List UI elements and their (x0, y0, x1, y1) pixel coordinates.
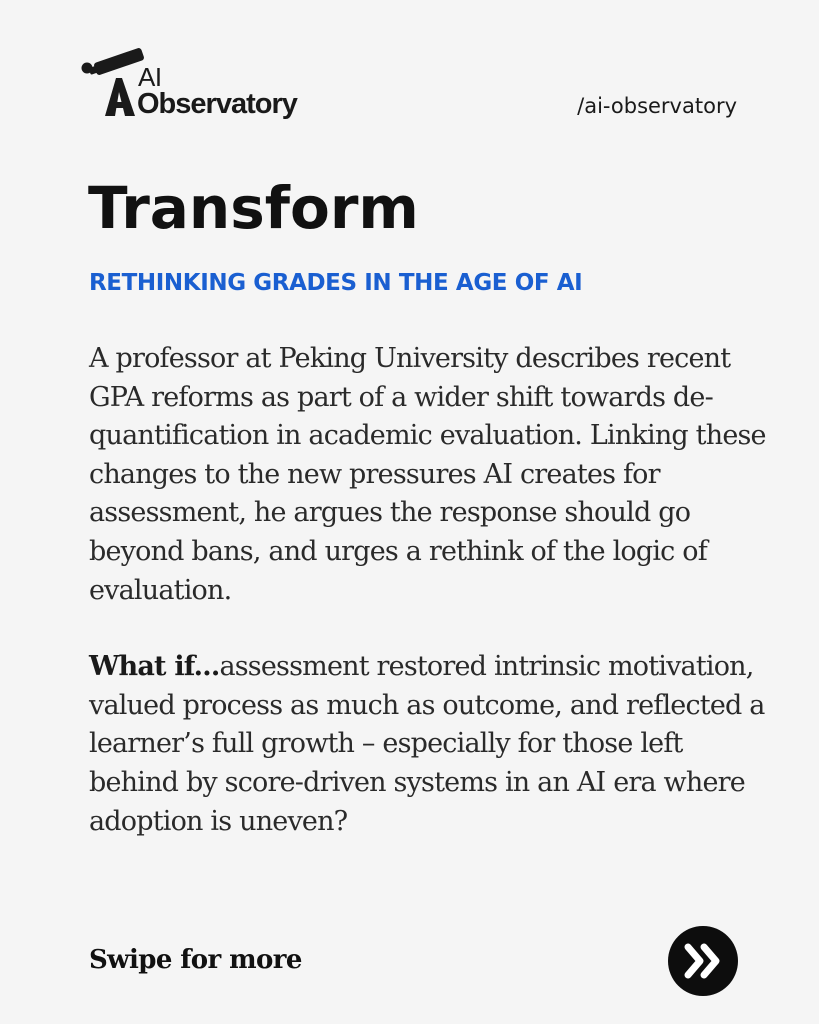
swipe-prompt: Swipe for more (89, 945, 302, 975)
slide-subtitle: RETHINKING GRADES IN THE AGE OF AI (89, 270, 583, 296)
body-paragraph: A professor at Peking University describes recent GPA reforms as part of a wider shift towards de-quantification in academic evaluation. Linking these changes to the new pressures AI creates for assessment, he argues the response should go beyond bans, and urges a rethink of the logic of evaluation. (89, 343, 766, 606)
question-lead: What if... (89, 651, 220, 683)
account-handle: /ai-observatory (577, 94, 737, 118)
brand-logo (80, 40, 320, 126)
logo-wordmark-observatory: Observatory (137, 88, 297, 120)
double-chevron-right-icon (668, 926, 738, 996)
logo-wordmark-ai: AI (138, 62, 162, 92)
slide-title: Transform (88, 174, 419, 242)
slide-body (89, 340, 779, 841)
body-paragraph-question (89, 648, 779, 841)
question-text: assessment restored intrinsic motivation, valued process as much as outcome, and reflected a learner’s full growth – especially for those left behind by score-driven systems in an AI era where adoption is uneven? (89, 651, 765, 837)
next-slide-button[interactable] (668, 926, 738, 996)
